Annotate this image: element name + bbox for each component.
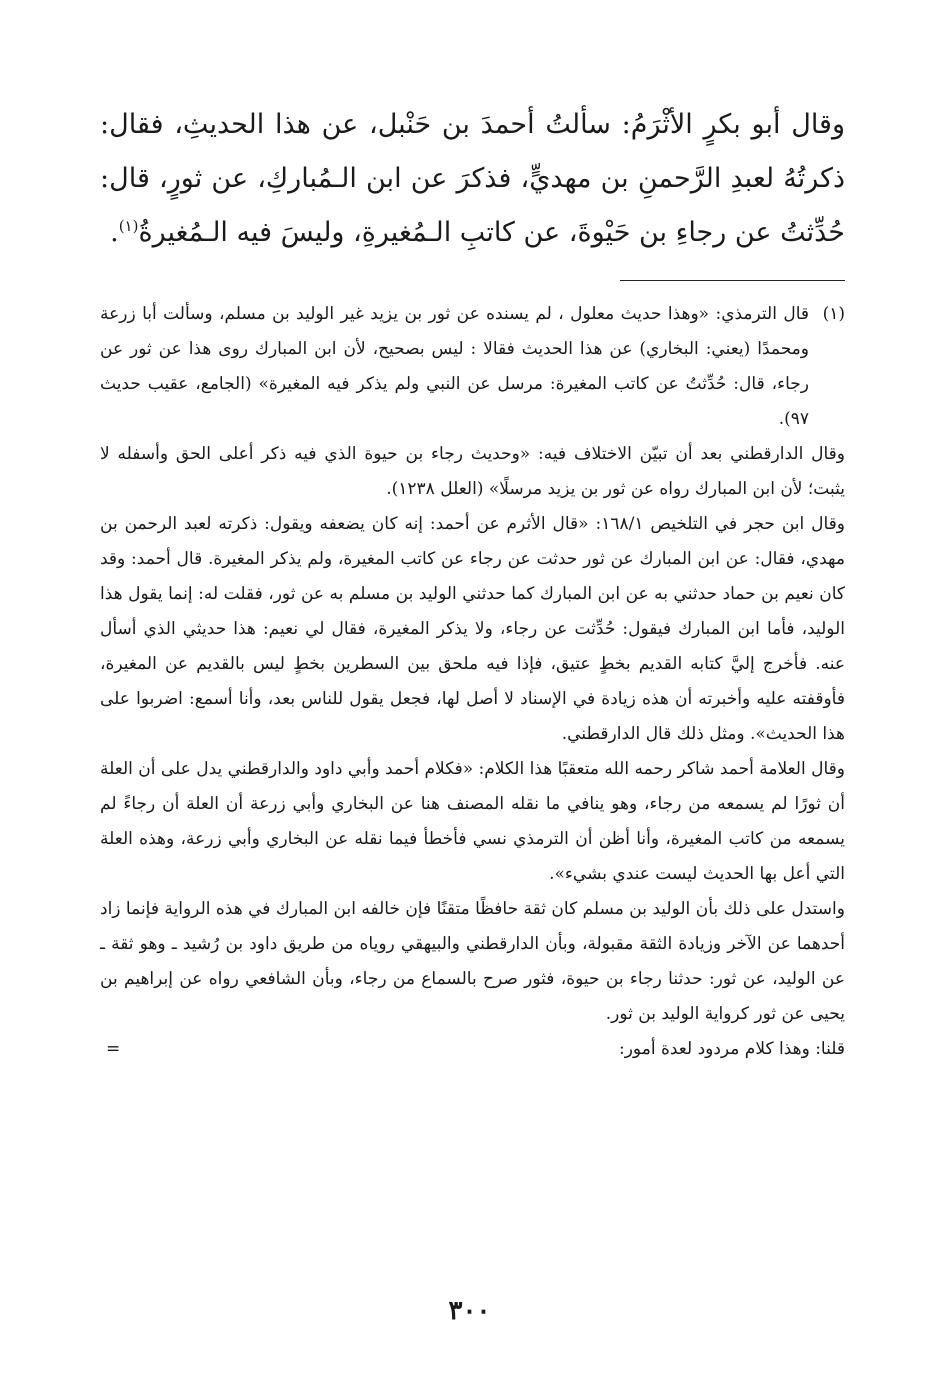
page-body — [100, 98, 845, 1067]
main-paragraph-text: وقال أبو بكرٍ الأثْرَمُ: سألتُ أحمدَ بن حَنْبل، عن هذا الحديثِ، فقال: ذكرتُهُ لعبدِ الرَّحمنِ بن مهديٍّ، فذكرَ عن ابن الـمُباركِ، عن ثورٍ، قال: حُدِّثتُ عن رجاءِ بن حَيْوةَ، عن كاتبِ الـمُغيرةِ، وليسَ فيه الـمُغيرةُ — [100, 109, 845, 248]
footnote-reference[interactable]: (١) — [118, 217, 139, 235]
main-end-punct: . — [110, 217, 119, 248]
page-number: ٣٠٠ — [448, 1296, 491, 1326]
continuation-mark: = — [106, 1039, 121, 1059]
footnote-1 — [100, 297, 845, 437]
footnote-paragraph-1: قال الترمذي: «وهذا حديث معلول ، لم يسنده عن ثور بن يزيد غير الوليد بن مسلم، وسألت أبا زرعة ومحمدًا (يعني: البخاري) عن هذا الحديث فقالا : ليس بصحيح، لأن ابن المبارك روى هذا عن ثور عن رجاء، قال: حُدِّثتُ عن كاتب المغيرة: مرسل عن النبي ولم يذكر فيه المغيرة» (الجامع، عقيب حديث ٩٧). — [100, 304, 809, 429]
footnote-paragraph-2: وقال الدارقطني بعد أن تبيّن الاختلاف فيه: «وحديث رجاء بن حيوة الذي فيه ذكر أعلى الحق وأسفله لا يثبت؛ لأن ابن المبارك رواه عن ثور بن يزيد مرسلًا» (العلل ١٢٣٨). — [100, 444, 845, 499]
footnote-paragraph-6: قلنا: وهذا كلام مردود لعدة أمور: — [619, 1039, 845, 1059]
footnote-number: (١) — [822, 304, 845, 324]
footnotes — [100, 297, 845, 1067]
footnote-last-line — [100, 1032, 845, 1067]
footnote-paragraph-3: وقال ابن حجر في التلخيص ١٦٨/١: «قال الأثرم عن أحمد: إنه كان يضعفه ويقول: ذكرته لعبد الرحمن بن مهدي، فقال: عن ابن المبارك عن ثور حدثت عن رجاء عن كاتب المغيرة، ولم يذكر المغيرة. قال أحمد: وقد كان نعيم بن حماد حدثني به عن ابن المبارك كما حدثني الوليد بن مسلم به عن ثور، فقلت له: إنما يقول هذا الوليد، فأما ابن المبارك فيقول: حُدِّثت عن رجاء، ولا يذكر المغيرة، فقال لي نعيم: هذا حديثي الذي أسأل عنه. فأخرج إليَّ كتابه القديم بخطٍ عتيق، فإذا فيه ملحق بين السطرين بخطٍ ليس بالقديم عن المغيرة، فأوقفته عليه وأخبرته أن هذه زيادة في الإسناد لا أصل لها، فجعل يقول للناس بعد، وأنا أسمع: اضربوا على هذا الحديث». ومثل ذلك قال الدارقطني. — [100, 514, 846, 744]
footnote-paragraph-4: وقال العلامة أحمد شاكر رحمه الله متعقبًا هذا الكلام: «فكلام أحمد وأبي داود والدارقطني يدل على أن العلة أن ثورًا لم يسمعه من رجاء، وهو ينافي ما نقله المصنف هنا عن البخاري وأبي زرعة أن العلة أن رجاءً لم يسمعه من كاتب المغيرة، وأنا أظن أن الترمذي نسي فأخطأ فيما نقله عن البخاري وأبي زرعة، وهذه العلة التي أعل بها الحديث ليست عندي بشيء». — [100, 759, 845, 884]
footnote-separator — [620, 280, 845, 281]
footnote-paragraph-5: واستدل على ذلك بأن الوليد بن مسلم كان ثقة حافظًا متقنًا فإن خالفه ابن المبارك في هذه الرواية فإنما زاد أحدهما عن الآخر وزيادة الثقة مقبولة، وبأن الدارقطني والبيهقي روياه من طريق داود بن رُشيد ـ وهو ثقة ـ عن الوليد، عن ثور: حدثنا رجاء بن حيوة، فثور صرح بالسماع من رجاء، وبأن الشافعي رواه عن إبراهيم بن يحيى عن ثور كرواية الوليد بن ثور. — [100, 899, 845, 1024]
main-paragraph — [100, 98, 845, 260]
